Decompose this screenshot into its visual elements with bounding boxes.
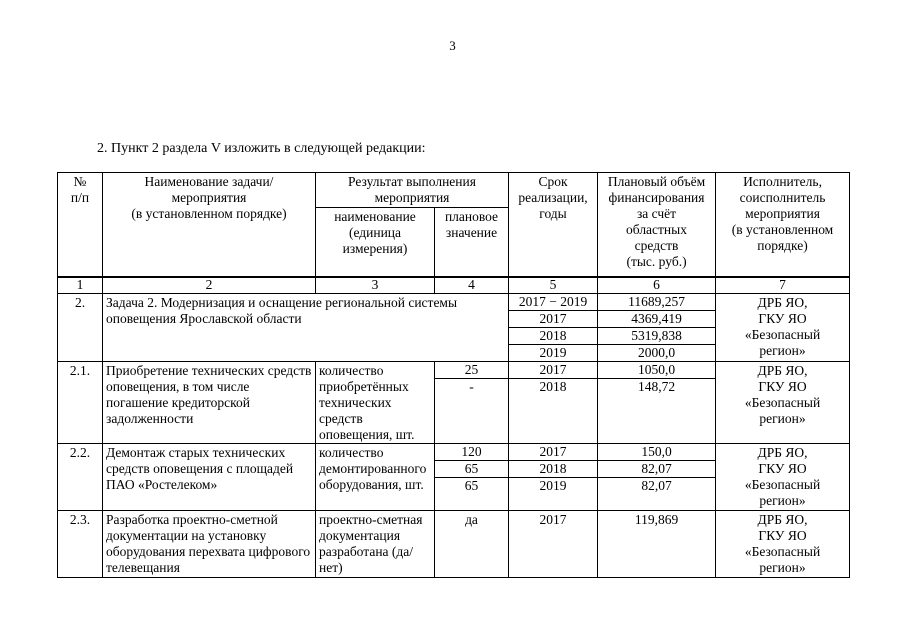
col-num: 6 <box>598 277 716 293</box>
header-result-name: наименование (единица измерения) <box>316 207 435 277</box>
amount: 82,07 <box>598 461 716 478</box>
amount: 4369,419 <box>598 311 716 328</box>
amount: 2000,0 <box>598 344 716 361</box>
header-num: № п/п <box>58 173 103 278</box>
table-row <box>58 361 850 378</box>
col-num: 7 <box>716 277 850 293</box>
col-num: 5 <box>509 277 598 293</box>
col-num: 1 <box>58 277 103 293</box>
column-number-row <box>58 277 850 293</box>
activity-name: Разработка проектно-сметной документации на установку оборудования перехвата цифрового телевещания <box>103 511 316 578</box>
header-result: Результат выполнения мероприятия <box>316 173 509 208</box>
row-num: 2.2. <box>58 444 103 511</box>
activity-name: Приобретение технических средств оповещения, в том числе погашение кредиторской задолженности <box>103 361 316 444</box>
year: 2019 <box>509 344 598 361</box>
indicator: проектно-сметная документация разработана (да/нет) <box>316 511 435 578</box>
amount: 150,0 <box>598 444 716 461</box>
year: 2018 <box>509 328 598 345</box>
planned-value: 25 <box>435 361 509 378</box>
executor: ДРБ ЯО, ГКУ ЯО «Безопасный регион» <box>716 444 850 511</box>
year: 2018 <box>509 461 598 478</box>
amount: 5319,838 <box>598 328 716 345</box>
indicator: количество приобретённых технических средств оповещения, шт. <box>316 361 435 444</box>
indicator: количество демонтированного оборудования, шт. <box>316 444 435 511</box>
year: 2018 <box>509 378 598 444</box>
year: 2017 − 2019 <box>509 294 598 311</box>
planned-value: 65 <box>435 461 509 478</box>
year: 2017 <box>509 311 598 328</box>
row-num: 2.3. <box>58 511 103 578</box>
amount: 82,07 <box>598 478 716 511</box>
header-executor: Исполнитель, соисполнитель мероприятия (в установленном порядке) <box>716 173 850 278</box>
amount: 148,72 <box>598 378 716 444</box>
year: 2017 <box>509 511 598 578</box>
executor: ДРБ ЯО, ГКУ ЯО «Безопасный регион» <box>716 511 850 578</box>
row-num: 2.1. <box>58 361 103 444</box>
amount: 119,869 <box>598 511 716 578</box>
col-num: 2 <box>103 277 316 293</box>
header-funding: Плановый объём финансирования за счёт областных средств (тыс. руб.) <box>598 173 716 278</box>
page-number: 3 <box>449 38 456 53</box>
table-row <box>58 511 850 578</box>
executor: ДРБ ЯО, ГКУ ЯО «Безопасный регион» <box>716 294 850 362</box>
year: 2017 <box>509 361 598 378</box>
header-period: Срок реализации, годы <box>509 173 598 278</box>
year: 2019 <box>509 478 598 511</box>
row-num: 2. <box>58 294 103 362</box>
executor: ДРБ ЯО, ГКУ ЯО «Безопасный регион» <box>716 361 850 444</box>
year: 2017 <box>509 444 598 461</box>
planned-value: да <box>435 511 509 578</box>
activity-name: Демонтаж старых технических средств оповещения с площадей ПАО «Ростелеком» <box>103 444 316 511</box>
col-num: 3 <box>316 277 435 293</box>
planned-value: 65 <box>435 478 509 511</box>
intro-text: 2. Пункт 2 раздела V изложить в следующей редакции: <box>97 141 426 156</box>
task-name: Задача 2. Модернизация и оснащение региональной системы оповещения Ярославской области <box>103 294 509 362</box>
planned-value: 120 <box>435 444 509 461</box>
activities-table <box>57 172 850 578</box>
table-row <box>58 294 850 311</box>
header-row <box>58 173 850 208</box>
planned-value: - <box>435 378 509 444</box>
table-row <box>58 444 850 461</box>
amount: 11689,257 <box>598 294 716 311</box>
header-planned-value: плановое значение <box>435 207 509 277</box>
header-task: Наименование задачи/ мероприятия (в установленном порядке) <box>103 173 316 278</box>
col-num: 4 <box>435 277 509 293</box>
amount: 1050,0 <box>598 361 716 378</box>
